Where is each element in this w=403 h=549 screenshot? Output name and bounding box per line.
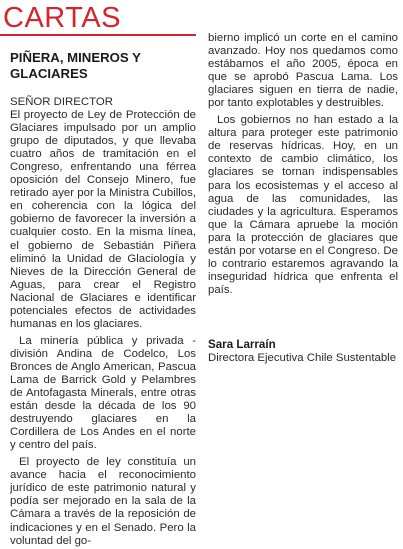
letter-paragraph-1: El proyecto de Ley de Protección de Glaciares impulsado por un amplio grupo de diputados, y que llevaba cuatro años de tramitación en el Congreso, enfrentando una férrea oposición del Consejo Minero, fue retirado ayer por la Ministra Cubillos, en coherencia con la lógica del gobierno de favorecer la inversión a cualquier costo. En la misma línea, el gobierno de Sebastián Piñera eliminó la Unidad de Glaciología y Nieves de la Dirección General de Aguas, para crear el Registro Nacional de Glaciares e identificar potenciales efectos de actividades humanas en los glaciares. (10, 109, 196, 330)
letter-signature (208, 338, 398, 365)
letter-headline: PIÑERA, MINEROS Y GLACIARES (10, 50, 141, 81)
letter-paragraph-4: Los gobiernos no han estado a la altura para proteger este patrimonio de reservas hídricas. Hoy, en un contexto de cambio climático, los glaciares se tornan indispensables para los ecosistemas y el acceso al agua de las comunidades, las ciudades y la agricultura. Esperamos que la Cámara apruebe la moción para la protección de glaciares que están por votarse en el Congreso. De lo contrario estaremos agravando la inseguridad hídrica que enfrenta el país. (208, 114, 398, 296)
letter-salutation: SEÑOR DIRECTOR (10, 96, 113, 108)
signature-name: Sara Larraín (208, 338, 276, 351)
section-title: CARTAS (3, 2, 121, 34)
letter-column-right (208, 32, 398, 372)
section-rule (0, 34, 196, 36)
letter-column-left (10, 46, 196, 546)
letter-paragraph-3-end: bierno implicó un corte en el camino avanzado. Hoy nos quedamos como estábamos el año 2005, época en que se aprobó Pascua Lama. Los glaciares siguen en tierra de nadie, por tanto explotables y destruibles. (208, 32, 398, 110)
signature-role: Directora Ejecutiva Chile Sustentable (208, 352, 397, 364)
letter-paragraph-3-start: El proyecto de ley constituía un avance hacia el reconocimiento jurídico de este patrimonio natural y podía ser mejorado en la sala de la Cámara a través de la reposición de indicaciones y en el Senado. Pero la voluntad del go- (10, 456, 196, 547)
letter-paragraph-2: La minería pública y privada - división Andina de Codelco, Los Bronces de Anglo American, Pascua Lama de Barrick Gold y Pelambres de Antofagasta Minerals, entre otras están desde la década de los 90 destruyendo glaciares en la Cordillera de Los Andes en el norte y centro del país. (10, 334, 196, 452)
